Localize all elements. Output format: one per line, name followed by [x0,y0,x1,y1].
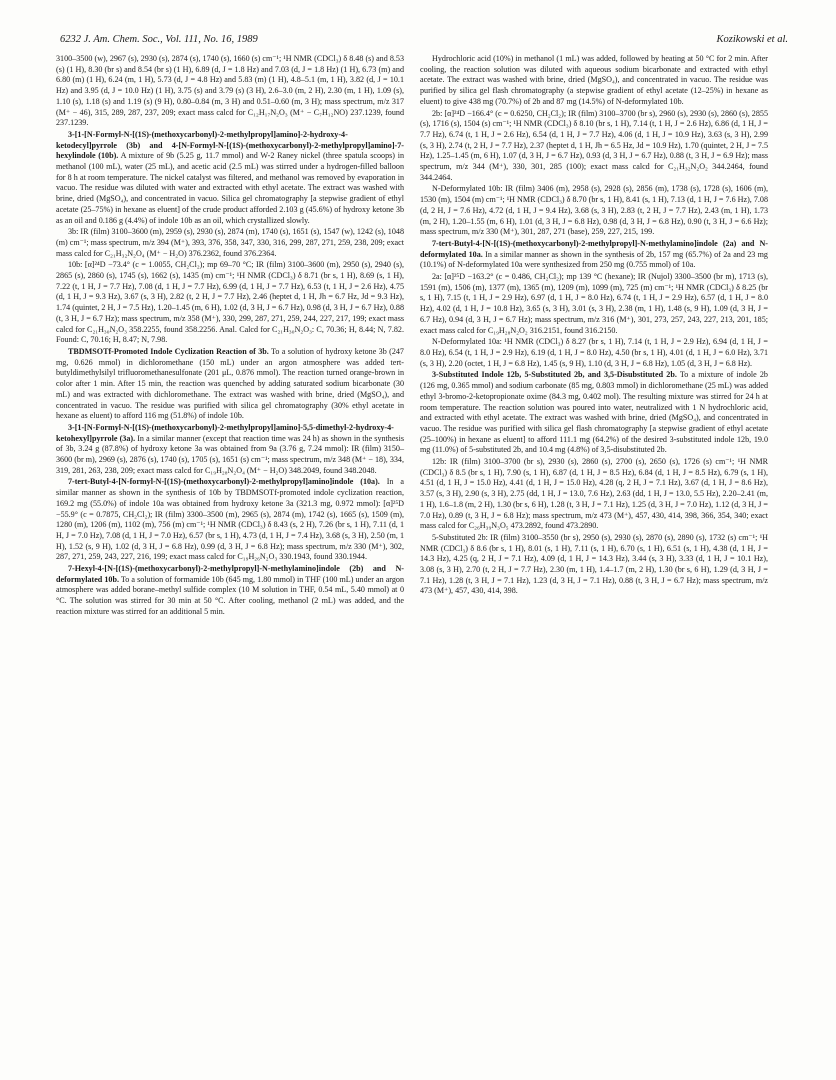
section-heading: 7-Hexyl-4-[N-[(1S)-(methoxycarbonyl)-2-methylpropyl]-N-methylamino]indole (2b) and N-deformylated 10b. [56,564,404,584]
header-authors: Kozikowski et al. [716,34,788,45]
section-heading: 3-[1-[N-Formyl-N-[(1S)-(methoxycarbonyl)-2-methylpropyl]amino]-2-hydroxy-4-ketodecyl]pyrrole (3b) and 4-[N-Formyl-N-[(1S)-(methoxycarbonyl)-2-methylpropyl]amino]-7-hexylindole (10b). [56,129,404,161]
paragraph-text: 3100–3500 (w), 2967 (s), 2930 (s), 2874 (s), 1740 (s), 1660 (s) cm⁻¹; ¹H NMR (CDCl₃) δ 8.48 (s) and 8.53 (s) (1 H), 8.30 (br s) and 8.54 (br s) (1 H), 6.89 (d, J = 1.8 Hz) and 7.03 (d, J = 1.8 Hz) (1 H), 6.73 (m) and 6.80 (m) (1 H), 6.24 (m, 1 H), 5.73 (d, J = 4.8 Hz) and 5.83 (m) (1 H), 4.8–5.1 (m, 1 H), 3.82 (d, J = 10.1 Hz) and 3.95 (d, J = 10.0 Hz) (1 H), 3.75 (s) and 3.79 (s) (3 H), 2.6–3.0 (m, 2 H), 2.30 (m, 1 H), 1.09 (s), 1.10 (s), 1.18 (s) and 1.19 (s) (9 H), 0.80–0.84 (m, 3 H) and 0.51–0.60 (m, 3 H); mass spectrum, m/z 317 (M⁺ − 46), 315, 289, 287, 237, 209; exact mass calcd for C₁₂H₁₇N₂O₃ (M⁺ − C₇H₁₂NO) 237.1239, found 237.1239. [56,54,404,128]
body-paragraph [420,54,768,108]
section-paragraph [420,370,768,456]
paragraph-text: Hydrochloric acid (10%) in methanol (1 mL) was added, followed by heating at 50 °C for 2 min. After cooling, the reaction solution was diluted with aqueous sodium bicarbonate and extracted with ethyl acetate. The extract was washed with brine, dried (MgSO₄), and concentrated in vacuo. The residue was purified by silica gel flash chromatography (a stepwise gradient of ethyl acetate (12–25%) in hexane as eluent) to give 438 mg (70.7%) of 2b and 87 mg (14.5%) of N-deformylated 10b. [420,54,768,106]
paragraph-text: 12b: IR (film) 3100–3700 (br s), 2930 (s), 2860 (s), 2700 (s), 2650 (s), 1726 (s) cm⁻¹; ¹H NMR (CDCl₃) δ 8.5 (br s, 1 H), 7.90 (s, 1 H), 6.87 (d, 1 H, J = 8.5 Hz), 6.84 (d, 1 H, J = 8.5 Hz), 6.79 (s, 1 H), 4.51 (d, 1 H, J = 15.0 Hz), 4.41 (d, 1 H, J = 15.0 Hz), 4.28 (q, 2 H, J = 7.1 Hz), 3.67 (d, 1 H, J = 8.6 Hz), 3.57 (s, 3 H), 2.90 (s, 3 H), 2.75 (dd, 1 H, J = 13.0, 7.6 Hz), 2.63 (dd, 1 H, J = 13.0, 5.5 Hz), 2.20–2.41 (m, 1 H), 1.6–1.8 (m, 2 H), 1.30 (br s, 6 H), 1.28 (t, 3 H, J = 7.1 Hz), 1.25 (d, 3 H, J = 7.0 Hz), 1.12 (d, 3 H, J = 7.0 Hz), 0.89 (t, 3 H, J = 6.8 Hz); mass spectrum, m/z 473 (M⁺), 457, 430, 414, 398, 366, 354, 340; exact mass calcd for C₂₆H₃₉N₃O₅ 473.2892, found 473.2890. [420,457,768,531]
section-paragraph [56,423,404,477]
section-paragraph [56,130,404,226]
body-paragraph [420,337,768,369]
section-heading: 7-tert-Butyl-4-[N-[(1S)-(methoxycarbonyl)-2-methylpropyl]-N-methylamino]indole (2a) and N-deformylated 10a. [420,238,768,259]
section-heading: 7-tert-Butyl-4-[N-formyl-N-[(1S)-(methoxycarbonyl)-2-methylpropyl]amino]indole (10a). [68,477,380,487]
section-paragraph [56,564,404,618]
paragraph-text: 10b: [α]²⁴D −73.4° (c = 1.0055, CH₂Cl₂); mp 69–70 °C; IR (film) 3100–3600 (m), 2950 (s), 2940 (s), 2865 (s), 2860 (s), 1745 (s), 1662 (s), 1435 (m) cm⁻¹; ¹H NMR (CDCl₃) δ 8.71 (br s, 1 H), 8.69 (s, 1 H), 7.22 (t, 1 H, J = 7.7 Hz), 7.08 (d, 1 H, J = 7.7 Hz), 6.99 (d, 1 H, J = 7.7 Hz), 6.53 (t, 1 H, J = 2.6 Hz), 4.75 (d, 1 H, J = 9.3 Hz), 3.67 (s, 3 H), 2.82 (t, 2 H, J = 7.7 Hz), 2.46 (heptet d, 1 H, Jh = 6.7 Hz, Jd = 9.3 Hz), 1.74 (quintet, 2 H, J = 7.5 Hz), 1.20–1.45 (m, 6 H), 1.02 (d, 3 H, J = 6.7 Hz), 0.98 (d, 3 H, J = 6.7 Hz), 0.88 (t, 3 H, J = 6.7 Hz); mass spectrum, m/z 358 (M⁺), 330, 299, 287, 271, 259, 244, 227, 217, 199; exact mass calcd for C₂₁H₃₀N₂O₃ 358.2255, found 358.2256. Anal. Calcd for C₂₁H₃₀N₂O₃: C, 70.36; H, 8.44; N, 7.82. Found: C, 70.16; H, 8.47; N, 7.98. [56,260,404,345]
body-paragraph [56,54,404,129]
paragraph-text: 3b: IR (film) 3100–3600 (m), 2959 (s), 2930 (s), 2874 (m), 1740 (s), 1651 (s), 1547 (w), 1242 (s), 1048 (m) cm⁻¹; mass spectrum, m/z 394 (M⁺), 393, 376, 358, 347, 330, 316, 299, 287, 271, 259, 238, 209; exact mass calcd for C₂₁H₃₂N₂O₄ (M⁺ − H₂O) 376.2362, found 376.2364. [56,227,404,258]
paragraph-text: N-Deformylated 10a: ¹H NMR (CDCl₃) δ 8.27 (br s, 1 H), 7.14 (t, 1 H, J = 2.9 Hz), 6.94 (d, 1 H, J = 8.0 Hz), 6.54 (t, 1 H, J = 2.9 Hz), 6.19 (d, 1 H, J = 8.0 Hz), 4.50 (br s, 1 H), 4.01 (d, 1 H, J = 6.0 Hz), 3.71 (s, 3 H), 2.20 (octet, 1 H, J = 6.8 Hz), 1.45 (s, 9 H), 1.10 (d, 3 H, J = 6.8 Hz), 1.05 (d, 3 H, J = 6.8 Hz). [420,337,768,368]
paragraph-text: 2b: [α]²⁴D −166.4° (c = 0.6250, CH₂Cl₂); IR (film) 3100–3700 (br s), 2960 (s), 2930 (s), 2860 (s), 2855 (s), 1716 (s), 1504 (s) cm⁻¹; ¹H NMR (CDCl₃) δ 8.10 (br s, 1 H), 7.14 (t, 1 H, J = 2.6 Hz), 6.86 (d, 1 H, J = 7.7 Hz), 6.74 (t, 1 H, J = 2.6 Hz), 6.54 (d, 1 H, J = 7.7 Hz), 4.06 (d, 1 H, J = 10.9 Hz), 3.63 (s, 3 H), 2.99 (s, 3 H), 2.74 (t, 2 H, J = 7.7 Hz), 2.37 (heptet d, 1 H, Jh = 6.5 Hz, Jd = 10.9 Hz), 1.70 (quintet, 2 H, J = 7.5 Hz), 1.25–1.45 (m, 6 H), 1.07 (d, 3 H, J = 6.7 Hz), 0.93 (d, 3 H, J = 6.7 Hz), 0.88 (t, 3 H, J = 6.9 Hz); mass spectrum, m/z 344 (M⁺), 330, 301, 285 (100); exact mass calcd for C₂₁H₃₂N₂O₂ 344.2464, found 344.2464. [420,108,768,182]
section-text: To a mixture of indole 2b (126 mg, 0.365 mmol) and sodium carbonate (85 mg, 0.803 mmol) in dichloromethane (25 mL) was added ethyl 3-bromo-2-ketopropionate oxime (84.3 mg, 0.402 mol). The resulting mixture was stirred for 24 h at room temperature. The reaction solution was poured into water, neutralized with 1 N hydrochloric acid, and extracted with ethyl acetate. The extract was washed with brine, dried (MgSO₄), and concentrated in vacuo. The residue was purified with silica gel flash chromatography [a stepwise gradient of ethyl acetate (25–100%) in hexane as eluent] to afford 111.1 mg (64.2%) of the desired 3-substituted indole 12b, 19.0 mg (11.0%) of 5-substituted 2b, and 10.4 mg (4.8%) of 3,5-disubstituted 2b. [420,370,768,455]
paragraph-text: N-Deformylated 10b: IR (film) 3406 (m), 2958 (s), 2928 (s), 2856 (m), 1738 (s), 1728 (s), 1606 (m), 1530 (m), 1504 (m) cm⁻¹; ¹H NMR (CDCl₃) δ 8.70 (br s, 1 H), 8.41 (s, 1 H), 7.13 (d, 1 H, J = 7.6 Hz), 7.08 (d, 2 H, J = 7.6 Hz), 4.72 (d, 1 H, J = 9.4 Hz), 3.68 (s, 3 H), 2.83 (t, 2 H, J = 7.7 Hz), 2.43 (m, 1 H), 1.73 (m, 2 H), 1.20–1.55 (m, 6 H), 1.01 (d, 3 H, J = 6.8 Hz), 0.98 (d, 3 H, J = 6.8 Hz), 0.90 (t, 3 H, J = 6.6 Hz); mass spectrum, m/z 330 (M⁺), 301, 287, 271 (base), 259, 227, 215, 199. [420,184,768,237]
section-heading: TBDMSOTf-Promoted Indole Cyclization Reaction of 3b. [68,346,269,356]
header-citation: 6232 J. Am. Chem. Soc., Vol. 111, No. 16, 1989 [60,34,258,45]
section-text: In a similar manner as shown in the synthesis of 10b by TBDMSOTf-promoted indole cyclization reaction, 169.2 mg (55.0%) of indole 10a was obtained from hydroxy ketone 3a (321.3 mg, 0.972 mmol): [α]²⁵D −55.9° (c = 0.7875, CH₂Cl₂); IR (film) 3300–3500 (m), 2965 (s), 2874 (m), 1742 (s), 1665 (s), 1509 (m), 1280 (m), 1206 (m), 1102 (m), 756 (m) cm⁻¹; ¹H NMR (CDCl₃) δ 8.43 (s, 2 H), 7.26 (br s, 1 H), 7.11 (d, 1 H, J = 7.0 Hz), 7.08 (d, 1 H, J = 7.0 Hz), 6.57 (br s, 1 H), 4.73 (d, 1 H, J = 7.4 Hz), 3.68 (s, 3 H), 2.50 (m, 1 H), 1.52 (s, 9 H), 1.02 (d, 3 H, J = 6.8 Hz), 0.99 (d, 3 H, J = 6.8 Hz); mass spectrum, m/z 330 (M⁺), 302, 287, 271, 259, 243, 227, 216, 199; exact mass calcd for C₁₉H₂₆N₂O₃ 330.1943, found 330.1944. [56,477,404,562]
running-header [60,34,788,48]
left-text-column [56,54,404,619]
section-heading: 3-[1-[N-Formyl-N-[(1S)-(methoxycarbonyl)-2-methylpropyl]amino]-5,5-dimethyl-2-hydroxy-4-ketohexyl]pyrrole (3a). [56,422,394,443]
paragraph-text: 2a: [α]²⁵D −163.2° (c = 0.486, CH₂Cl₂); mp 139 °C (hexane); IR (Nujol) 3300–3500 (br m), 1713 (s), 1591 (m), 1506 (m), 1377 (m), 1365 (m), 1209 (m), 1099 (m), 725 (m) cm⁻¹; ¹H NMR (CDCl₃) δ 8.25 (br s, 1 H), 7.15 (t, 1 H, J = 2.9 Hz), 6.97 (d, 1 H, J = 8.0 Hz), 6.74 (t, 1 H, J = 2.9 Hz), 6.57 (d, 1 H, J = 8.0 Hz), 4.02 (d, 1 H, J = 10.8 Hz), 3.65 (s, 3 H), 3.01 (s, 3 H), 2.38 (m, 1 H), 1.48 (s, 9 H), 1.09 (d, 3 H, J = 6.7 Hz), 0.94 (d, 3 H, J = 6.7 Hz); mass spectrum, m/z 316 (M⁺), 301, 273, 257, 243, 227, 213, 201, 185; exact mass calcd for C₁₉H₂₈N₂O₂ 316.2151, found 316.2150. [420,272,768,335]
body-paragraph [420,457,768,532]
paragraph-text: 5-Substituted 2b: IR (film) 3100–3550 (br s), 2950 (s), 2930 (s), 2870 (s), 2890 (s), 1732 (s) cm⁻¹; ¹H NMR (CDCl₃) δ 8.6 (br s, 1 H), 8.01 (s, 1 H), 7.11 (s, 1 H), 6.70 (s, 1 H), 6.51 (s, 1 H), 4.38 (d, 1 H, J = 14.3 Hz), 4.25 (q, 2 H, J = 7.1 Hz), 4.09 (d, 1 H, J = 14.3 Hz), 3.44 (s, 3 H), 3.33 (d, 1 H, J = 10.1 Hz), 3.08 (s, 3 H), 2.70 (t, 2 H, J = 7.7 Hz), 2.30 (m, 1 H), 1.4–1.7 (m, 2 H), 1.30 (br s, 6 H), 1.29 (d, 3 H, J = 7.1 Hz), 1.28 (t, 3 H, J = 7.1 Hz), 1.23 (d, 3 H, J = 7.1 Hz), 0.88 (t, 3 H, J = 6.7 Hz); mass spectrum, m/z 473 (M⁺), 457, 430, 414, 398. [420,532,768,596]
section-paragraph [420,239,768,271]
section-text: To a solution of formamide 10b (645 mg, 1.80 mmol) in THF (100 mL) under an argon atmosphere was added borane–methyl sulfide complex (10 M solution in THF, 0.54 mL, 5.40 mmol) at 0 °C. The solution was stirred for 30 min at 50 °C. After cooling, methanol (2 mL) was added, and the reaction mixture was stirred for an additional 5 min. [56,574,404,616]
body-paragraph [56,227,404,259]
section-text: In a similar manner as shown in the synthesis of 2b, 157 mg (65.7%) of 2a and 23 mg (10.1%) of N-deformylated 10a were synthesized from 250 mg (0.755 mmol) of 10a. [420,249,768,270]
section-text: To a solution of hydroxy ketone 3b (247 mg, 0.626 mmol) in dichloromethane (150 mL) under an argon atmosphere was added tert-butyldimethylsilyl trifluoromethanesulfonate (201 μL, 0.876 mmol). The reaction turned orange-brown in color after 1 min. After 15 min, the reaction was quenched by adding saturated sodium bicarbonate (30 mL) and was extracted with dichloromethane. The extract was washed with brine, dried (MgSO₄), and concentrated in vacuo. The residue was purified with silica gel chromatography (30% ethyl acetate in hexane as eluent) to afford 116 mg (51.8%) of indole 10b. [56,346,404,421]
section-text: In a similar manner (except that reaction time was 24 h) as shown in the synthesis of 3b, 3.24 g (87.8%) of hydroxy ketone 3a was obtained from 9a (3.76 g, 7.24 mmol): IR (film) 3150–3600 (br m), 2969 (s), 2876 (s), 1740 (s), 1705 (s), 1651 (s) cm⁻¹; mass spectrum, m/z 348 (M⁺ − 18), 334, 319, 281, 263, 238, 209; exact mass calcd for C₁₉H₂₈N₂O₄ (M⁺ − H₂O) 348.2049, found 348.2048. [56,433,404,475]
body-paragraph [56,260,404,346]
section-heading: 3-Substituted Indole 12b, 5-Substituted 2b, and 3,5-Disubstituted 2b. [432,370,677,380]
section-paragraph [56,347,404,422]
right-text-column [420,54,768,598]
body-paragraph [420,184,768,238]
body-paragraph [420,272,768,336]
section-text: A mixture of 9b (5.25 g, 11.7 mmol) and W-2 Raney nickel (three spatula scoops) in methanol (100 mL), water (25 mL), and acetic acid (2.5 mL) was stirred under a hydrogen-filled balloon for 8 h at room temperature. The nickel catalyst was filtered, and methanol was removed by evaporation in vacuo. The residue was diluted with water and extracted with ethyl acetate. The extract was washed with brine, dried (MgSO₄), and concentrated in vacuo. Silica gel chromatography [a stepwise gradient of ethyl acetate (25–75%) in hexane as eluent] of the crude product afforded 2.103 g (45.6%) of hydroxy ketone 3b as an oil and 0.186 g (4.4%) of indole 10b as an oil, which crystallized slowly. [56,151,404,225]
section-paragraph [56,477,404,563]
body-paragraph [420,109,768,184]
body-paragraph [420,533,768,597]
